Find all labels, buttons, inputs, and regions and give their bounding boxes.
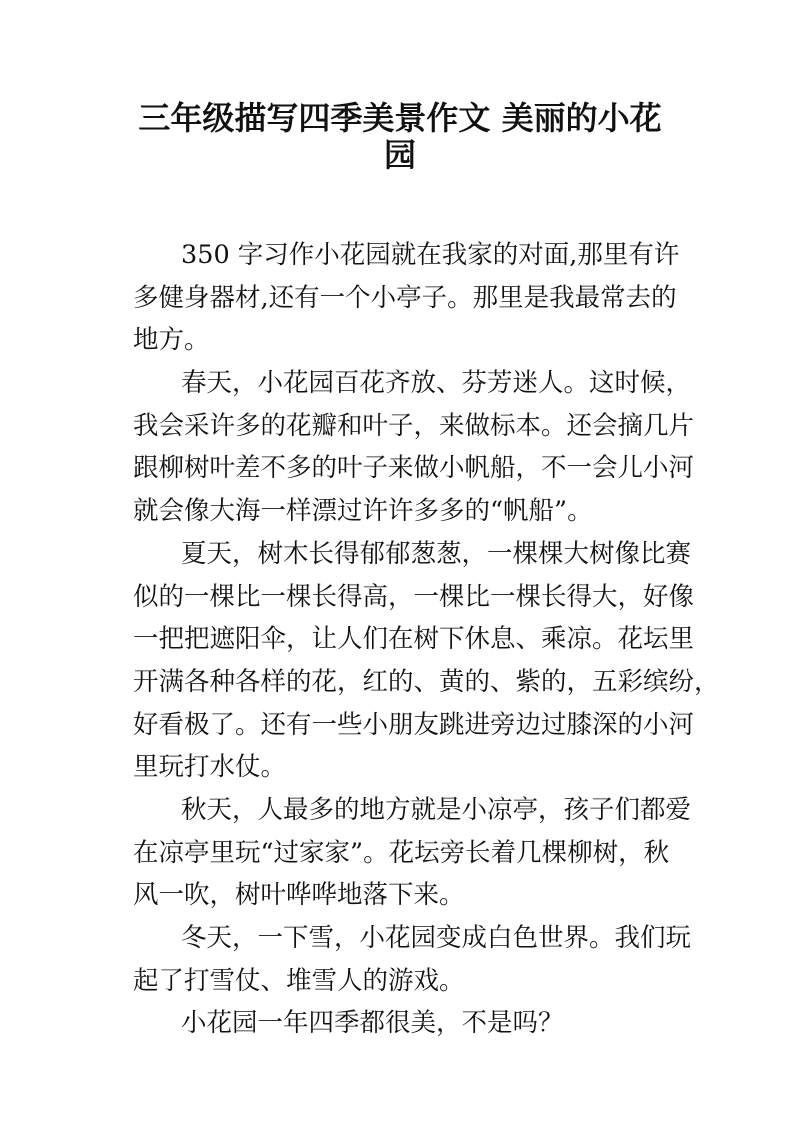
text-line: 350 字习作小花园就在我家的对面,那里有许 bbox=[181, 240, 680, 270]
text-line: 开满各种各样的花，红的、黄的、紫的，五彩缤纷， bbox=[133, 666, 720, 697]
title-line: 园 bbox=[383, 136, 416, 174]
text-line: 风一吹，树叶哗哗地落下来。 bbox=[133, 880, 465, 911]
paragraph bbox=[133, 917, 693, 1002]
text-line: 好看极了。还有一些小朋友跳进旁边过膝深的小河 bbox=[133, 709, 695, 740]
text-line: 起了打雪仗、堆雪人的游戏。 bbox=[133, 965, 465, 996]
text-line: 跟柳树叶差不多的叶子来做小帆船，不一会儿小河 bbox=[133, 453, 695, 484]
text-line: 多健身器材,还有一个小亭子。那里是我最常去的 bbox=[133, 282, 677, 313]
document-title bbox=[0, 100, 800, 174]
paragraph bbox=[133, 789, 693, 917]
paragraph bbox=[133, 1002, 693, 1045]
paragraph bbox=[133, 362, 693, 533]
text-line: 在凉亭里玩“过家家”。花坛旁长着几棵柳树，秋 bbox=[133, 837, 670, 868]
text-line: 冬天，一下雪，小花园变成白色世界。我们玩 bbox=[181, 923, 692, 953]
title-line: 三年级描写四季美景作文 美丽的小花 bbox=[138, 99, 662, 137]
document-body bbox=[133, 234, 720, 1045]
text-line: 春天，小花园百花齐放、芬芳迷人。这时候， bbox=[181, 368, 692, 399]
text-line: 似的一棵比一棵长得高，一棵比一棵长得大，好像 bbox=[133, 581, 695, 612]
text-line: 一把把遮阳伞，让人们在树下休息、乘凉。花坛里 bbox=[133, 624, 695, 655]
text-line: 我会采许多的花瓣和叶子，来做标本。还会摘几片 bbox=[133, 410, 695, 441]
text-line: 里玩打水仗。 bbox=[133, 752, 287, 783]
text-line: 地方。 bbox=[133, 325, 210, 356]
paragraph bbox=[133, 234, 693, 362]
text-line: 就会像大海一样漂过许许多多的“帆船”。 bbox=[133, 496, 593, 527]
text-line: 秋天，人最多的地方就是小凉亭，孩子们都爱 bbox=[181, 794, 692, 825]
paragraph bbox=[133, 533, 720, 789]
text-line: 小花园一年四季都很美，不是吗？ bbox=[181, 1008, 564, 1039]
text-line: 夏天，树木长得郁郁葱葱，一棵棵大树像比赛 bbox=[181, 538, 692, 569]
